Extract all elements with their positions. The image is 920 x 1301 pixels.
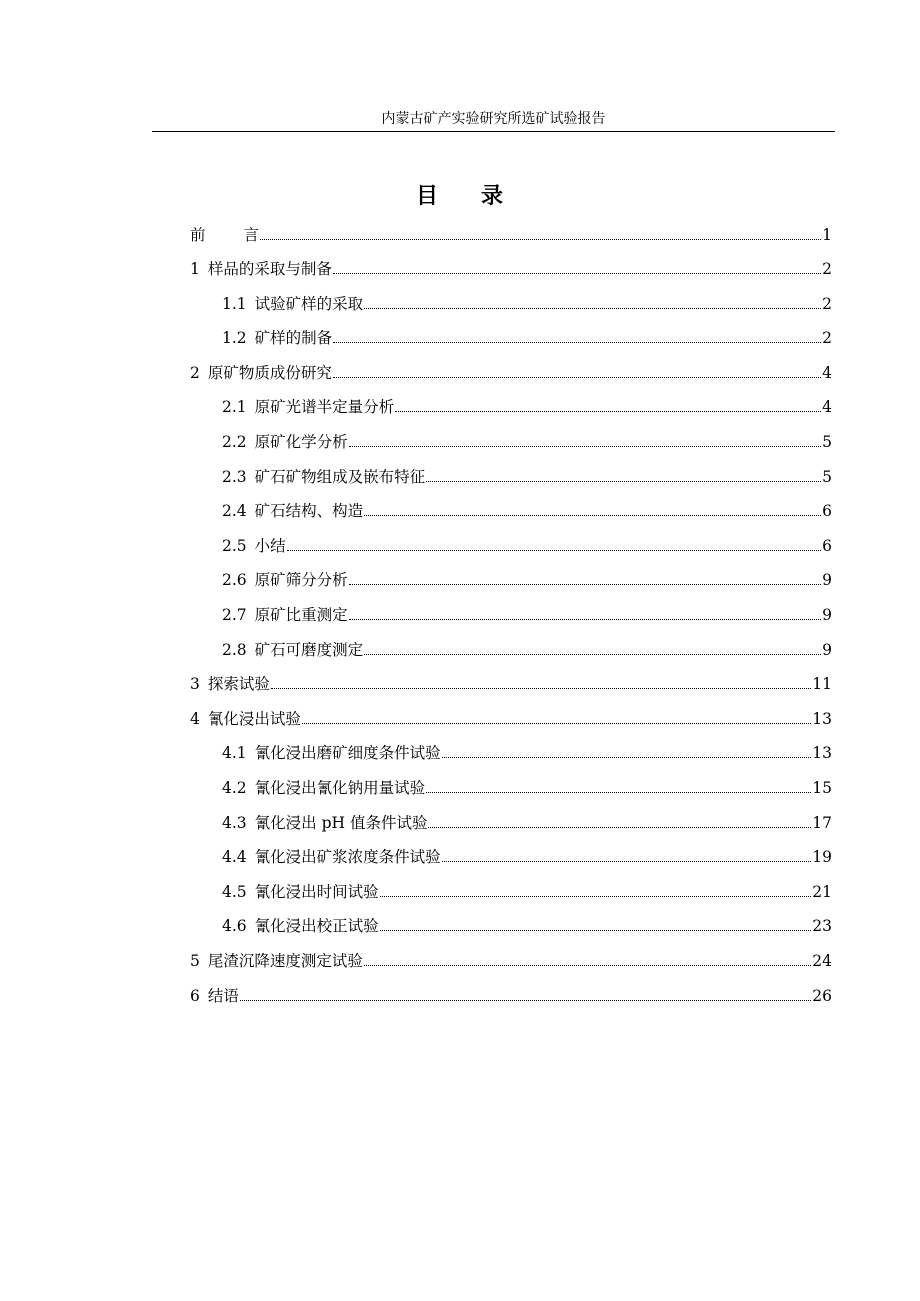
toc-section-title: 氰化浸出试验 <box>207 710 301 728</box>
toc-entry[interactable] <box>222 500 832 522</box>
toc-section-number: 6 <box>190 987 200 1005</box>
toc-entry[interactable] <box>222 742 832 764</box>
toc-section-title: 氰化浸出氰化钠用量试验 <box>254 779 426 797</box>
toc-section-number: 2.6 <box>222 571 247 589</box>
toc-page-number: 5 <box>822 433 832 451</box>
toc-section-title: 矿石结构、构造 <box>254 502 364 520</box>
toc-section-title: 矿石可磨度测定 <box>254 641 364 659</box>
toc-section-title: 氰化浸出磨矿细度条件试验 <box>254 744 441 762</box>
toc-entry[interactable] <box>222 327 832 349</box>
toc-leader-dots <box>333 273 821 274</box>
toc-section-title: 原矿比重测定 <box>254 606 348 624</box>
toc-entry[interactable] <box>222 569 832 591</box>
toc-section-number: 2.4 <box>222 502 247 520</box>
toc-section-number: 1 <box>190 260 200 278</box>
toc-title-right: 录 <box>481 183 505 209</box>
toc-entry[interactable] <box>222 915 832 937</box>
toc-page-number: 4 <box>822 398 832 416</box>
toc-section-title: 尾渣沉降速度测定试验 <box>207 952 363 970</box>
toc-entry[interactable] <box>222 812 832 834</box>
toc-title <box>0 180 920 212</box>
toc-section-number: 2.1 <box>222 398 247 416</box>
toc-section-number: 2.8 <box>222 641 247 659</box>
toc-leader-dots <box>380 896 812 897</box>
toc-leader-dots <box>349 619 821 620</box>
toc-leader-dots <box>364 654 821 655</box>
toc-page-number: 13 <box>812 744 832 762</box>
toc-page-number: 19 <box>812 848 832 866</box>
toc-page-number: 2 <box>822 295 832 313</box>
toc-section-title: 原矿化学分析 <box>254 433 348 451</box>
toc-entry[interactable] <box>190 708 832 730</box>
toc-entry-preface[interactable] <box>190 224 832 246</box>
toc-section-title: 小结 <box>254 537 286 555</box>
toc-page-number: 17 <box>812 814 832 832</box>
toc-leader-dots <box>442 861 812 862</box>
toc-page-number: 15 <box>812 779 832 797</box>
toc-section-title: 探索试验 <box>207 675 270 693</box>
toc-leader-dots <box>333 342 821 343</box>
toc-page-number: 1 <box>822 226 832 244</box>
toc-page-number: 23 <box>812 917 832 935</box>
toc-entry[interactable] <box>222 846 832 868</box>
toc-entry[interactable] <box>222 293 832 315</box>
toc-entry[interactable] <box>190 673 832 695</box>
toc-page-number: 9 <box>822 571 832 589</box>
toc-page-number: 5 <box>822 468 832 486</box>
toc-section-title: 原矿光谱半定量分析 <box>254 398 395 416</box>
toc-page-number: 9 <box>822 641 832 659</box>
toc-section-number: 4.1 <box>222 744 247 762</box>
toc-leader-dots <box>349 446 821 447</box>
toc-page-number: 6 <box>822 502 832 520</box>
toc-section-number: 4.5 <box>222 883 247 901</box>
toc-section-number: 1.1 <box>222 295 247 313</box>
toc-entry[interactable] <box>222 396 832 418</box>
toc-leader-dots <box>333 377 821 378</box>
toc-entry[interactable] <box>222 639 832 661</box>
toc-leader-dots <box>426 792 811 793</box>
toc-entry[interactable] <box>222 466 832 488</box>
toc-page-number: 13 <box>812 710 832 728</box>
toc-section-number: 5 <box>190 952 200 970</box>
toc-section-title: 氰化浸出 pH 值条件试验 <box>254 814 428 832</box>
toc-section-number: 4.6 <box>222 917 247 935</box>
toc-leader-dots <box>442 757 812 758</box>
toc-page-number: 2 <box>822 260 832 278</box>
toc-section-number: 4.4 <box>222 848 247 866</box>
toc-section-number: 2.3 <box>222 468 247 486</box>
toc-page-number: 2 <box>822 329 832 347</box>
toc-page-number: 4 <box>822 364 832 382</box>
toc-section-number: 2.7 <box>222 606 247 624</box>
toc-entry[interactable] <box>222 604 832 626</box>
toc-preface-right: 言 <box>243 226 260 244</box>
toc-section-title: 试验矿样的采取 <box>254 295 364 313</box>
toc-section-title: 矿样的制备 <box>254 329 333 347</box>
toc-section-number: 2 <box>190 364 200 382</box>
toc-leader-dots <box>395 411 821 412</box>
toc-section-title: 样品的采取与制备 <box>207 260 332 278</box>
toc-entry[interactable] <box>222 535 832 557</box>
toc-section-number: 4 <box>190 710 200 728</box>
toc-leader-dots <box>271 688 811 689</box>
toc-page-number: 26 <box>812 987 832 1005</box>
toc-section-number: 4.3 <box>222 814 247 832</box>
toc-entry[interactable] <box>190 362 832 384</box>
toc-section-title: 矿石矿物组成及嵌布特征 <box>254 468 426 486</box>
toc-leader-dots <box>380 930 812 931</box>
toc-section-number: 2.5 <box>222 537 247 555</box>
toc-entry[interactable] <box>222 777 832 799</box>
toc-leader-dots <box>240 1000 811 1001</box>
toc-section-number: 3 <box>190 675 200 693</box>
toc-leader-dots <box>349 584 821 585</box>
header-title: 内蒙古矿产实验研究所选矿试验报告 <box>381 111 606 127</box>
toc-page-number: 6 <box>822 537 832 555</box>
toc-leader-dots <box>428 827 811 828</box>
toc-page-number: 11 <box>812 675 832 693</box>
toc-leader-dots <box>364 308 821 309</box>
toc-entry[interactable] <box>222 881 832 903</box>
toc-leader-dots <box>287 550 821 551</box>
toc-section-number: 2.2 <box>222 433 247 451</box>
toc-page-number: 24 <box>812 952 832 970</box>
toc-page-number: 21 <box>812 883 832 901</box>
toc-section-title: 原矿筛分分析 <box>254 571 348 589</box>
toc-entry[interactable] <box>190 950 832 972</box>
toc-section-title: 氰化浸出校正试验 <box>254 917 379 935</box>
toc-preface-left: 前 <box>190 226 206 244</box>
toc-section-title: 原矿物质成份研究 <box>207 364 332 382</box>
toc-page-number: 9 <box>822 606 832 624</box>
toc-entry[interactable] <box>222 431 832 453</box>
toc-section-title: 氰化浸出时间试验 <box>254 883 379 901</box>
toc-leader-dots <box>302 723 811 724</box>
header-divider <box>152 131 835 132</box>
toc-section-number: 1.2 <box>222 329 247 347</box>
toc-leader-dots <box>426 481 821 482</box>
toc-leader-dots <box>260 239 821 240</box>
toc-leader-dots <box>364 515 821 516</box>
toc-leader-dots <box>364 965 811 966</box>
toc-section-title: 氰化浸出矿浆浓度条件试验 <box>254 848 441 866</box>
toc-title-left: 目 <box>415 183 439 209</box>
toc-section-number: 4.2 <box>222 779 247 797</box>
toc-entry[interactable] <box>190 985 832 1007</box>
toc-entry[interactable] <box>190 258 832 280</box>
toc-section-title: 结语 <box>207 987 239 1005</box>
